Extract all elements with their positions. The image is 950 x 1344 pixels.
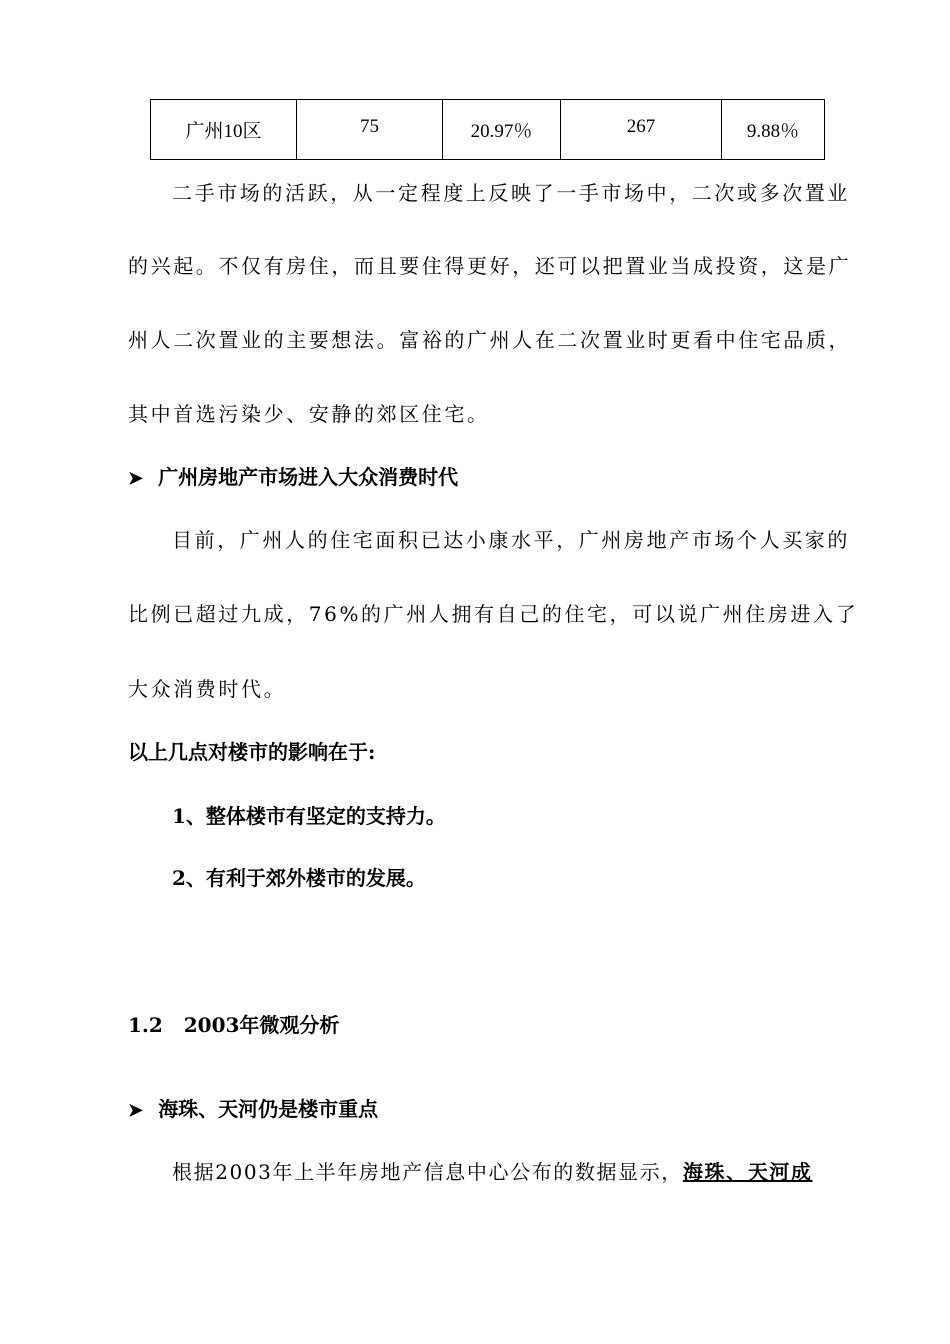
- district-data-table: [150, 99, 825, 160]
- paragraph-1-line-1: 二手市场的活跃，从一定程度上反映了一手市场中，二次或多次置业: [172, 181, 850, 205]
- heading-haizhu-tianhe: [128, 1093, 378, 1122]
- heading-haizhu-tianhe-text: 海珠、天河仍是楼市重点: [158, 1097, 379, 1121]
- section-heading: [128, 1009, 339, 1038]
- heading-mass-consumption-text: 广州房地产市场进入大众消费时代: [158, 465, 459, 489]
- heading-mass-consumption: [128, 461, 458, 490]
- section-number: 1.2: [128, 1013, 163, 1037]
- paragraph-1-line-4: 其中首选污染少、安静的郊区住宅。: [128, 402, 490, 426]
- summary-item-2: 2、有利于郊外楼市的发展。: [172, 866, 426, 890]
- paragraph-3-line-1: [172, 1156, 813, 1185]
- paragraph-2-line-1: 目前，广州人的住宅面积已达小康水平，广州房地产市场个人买家的: [172, 528, 850, 552]
- table-cell-percent-1: 20.97％: [443, 100, 561, 160]
- paragraph-3-text: 根据2003年上半年房地产信息中心公布的数据显示，: [172, 1160, 683, 1184]
- section-title: 2003年微观分析: [183, 1013, 340, 1037]
- paragraph-2-line-3: 大众消费时代。: [128, 677, 287, 701]
- table-row: [151, 100, 825, 160]
- paragraph-1-line-3: 州人二次置业的主要想法。富裕的广州人在二次置业时更看中住宅品质，: [128, 328, 852, 352]
- paragraph-3-emphasis: 海珠、天河成: [682, 1160, 813, 1184]
- arrow-bullet-icon: ➤: [128, 1100, 144, 1121]
- table-cell-district: 广州10区: [151, 100, 297, 160]
- table-cell-value-2: 267: [561, 100, 722, 160]
- arrow-bullet-icon: ➤: [128, 468, 144, 489]
- summary-item-1: 1、整体楼市有坚定的支持力。: [172, 804, 446, 828]
- table-cell-value-1: 75: [297, 100, 443, 160]
- summary-title: 以上几点对楼市的影响在于:: [128, 740, 376, 764]
- paragraph-2-line-2: 比例已超过九成，76%的广州人拥有自己的住宅，可以说广州住房进入了: [128, 602, 859, 626]
- table-cell-percent-2: 9.88％: [722, 100, 825, 160]
- paragraph-1-line-2: 的兴起。不仅有房住，而且要住得更好，还可以把置业当成投资，这是广: [128, 254, 852, 278]
